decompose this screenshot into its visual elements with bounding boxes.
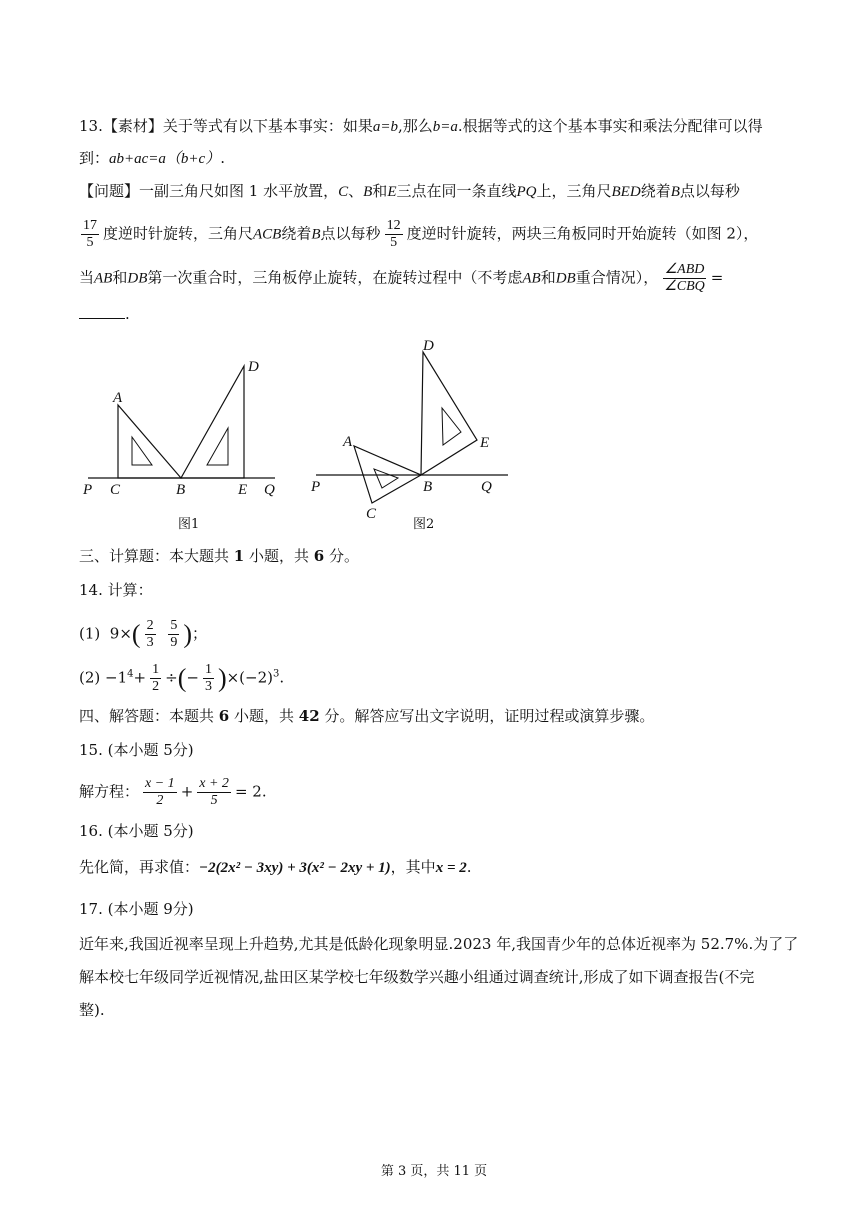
q13-line4: $\frac{17}{5}$ 度逆时针旋转，三角尺ACB绕着B点以每秒 $\frac{12}{5}$ 度逆时针旋转，两块三角板同时开始旋转（如图 2）， bbox=[83, 218, 759, 250]
fig2-label-b: B bbox=[423, 479, 433, 495]
q17-para-line3: 整). bbox=[79, 1001, 105, 1019]
section-3-heading: 三、计算题：本大题共 1 小题，共 6 分。 bbox=[79, 547, 359, 565]
fig2-triangle-bed-inner bbox=[442, 408, 461, 445]
q17-para-line2: 解本校七年级同学近视情况,盐田区某学校七年级数学兴趣小组通过调查统计,形成了如下调查报告(不完 bbox=[79, 968, 755, 986]
page-footer: 第 3 页，共 11 页 bbox=[380, 1164, 488, 1179]
fig1-label-q: Q bbox=[264, 482, 275, 498]
fraction-17-5: $\frac{17}{5}$ bbox=[83, 218, 97, 250]
fraction-12-5: $\frac{12}{5}$ bbox=[386, 218, 401, 250]
fig2-label-e: E bbox=[480, 435, 490, 451]
fig1-label-b: B bbox=[176, 482, 186, 498]
fig1-label-a: A bbox=[113, 390, 123, 406]
fig2-triangle-bed bbox=[421, 352, 477, 475]
q16-title: 16. (本小题 5分) bbox=[79, 822, 194, 840]
fig2-label-q: Q bbox=[481, 479, 492, 495]
fig1-label-p: P bbox=[83, 482, 93, 498]
fig1-triangle-bed bbox=[181, 366, 244, 478]
q17-para-line1: 近年来,我国近视率呈现上升趋势,尤其是低龄化现象明显.2023 年,我国青少年的总体近视率为 52.7%.为了了 bbox=[79, 935, 799, 953]
fig2-triangle-acb bbox=[354, 446, 421, 503]
q16-expression: 先化简，再求值：−2(2x² − 3xy) + 3(x² − 2xy + 1)，其中x = 2. bbox=[79, 858, 472, 876]
q13-line3: 【问题】一副三角尺如图 1 水平放置，C、B和E三点在同一条直线PQ上，三角尺BED绕着B点以每秒 bbox=[79, 182, 740, 200]
q15-equation: 解方程： $\frac{x - 1}{2}$ + $\frac{x + 2}{5}$ = 2. bbox=[79, 776, 267, 808]
q13-line1: 13.【素材】关于等式有以下基本事实：如果a=b,那么b=a.根据等式的这个基本事实和乘法分配律可以得 bbox=[79, 117, 763, 135]
section-4-heading: 四、解答题：本题共 6 小题，共 42 分。解答应写出文字说明，证明过程或演算步骤。 bbox=[79, 707, 655, 725]
fig1-caption: 图1 bbox=[178, 517, 200, 532]
q14-part1: (1) 9×( $\frac{2}{3}$ $\frac{5}{9}$ )； bbox=[79, 618, 208, 650]
q15-title: 15. (本小题 5分) bbox=[79, 741, 194, 759]
fig1-triangle-acb-inner bbox=[132, 437, 152, 465]
fig2-label-d: D bbox=[423, 338, 434, 354]
fig1-label-d: D bbox=[248, 359, 259, 375]
fig2-label-a: A bbox=[343, 434, 353, 450]
q14-title: 14. 计算： bbox=[79, 581, 153, 599]
fig2-label-c: C bbox=[366, 506, 377, 522]
q13-line5: 当AB和DB第一次重合时，三角板停止旋转，在旋转过程中（不考虑AB和DB重合情况）， $\frac{\text{∠ABD}}{\text{∠CBQ}}$ = bbox=[79, 262, 724, 294]
angle-ratio: $\frac{\text{∠ABD}}{\text{∠CBQ}}$ bbox=[664, 262, 705, 294]
fig2-label-p: P bbox=[311, 479, 321, 495]
q13-answer-blank: . bbox=[79, 304, 130, 324]
q13-line2: 到：ab+ac=a（b+c）. bbox=[79, 149, 225, 167]
fig2-caption: 图2 bbox=[413, 517, 435, 532]
fig2-triangle-acb-inner bbox=[374, 469, 398, 488]
fig1-triangle-acb bbox=[118, 405, 181, 478]
fig1-label-e: E bbox=[238, 482, 248, 498]
fig1-triangle-bed-inner bbox=[207, 428, 228, 465]
q14-part2: $(2) -1^4+$ $\frac{1}{2}$ ÷(− $\frac{1}{3}$ )$\times(-2)^3$. bbox=[79, 662, 285, 694]
fig1-label-c: C bbox=[110, 482, 121, 498]
q17-title: 17. (本小题 9分) bbox=[79, 900, 194, 918]
